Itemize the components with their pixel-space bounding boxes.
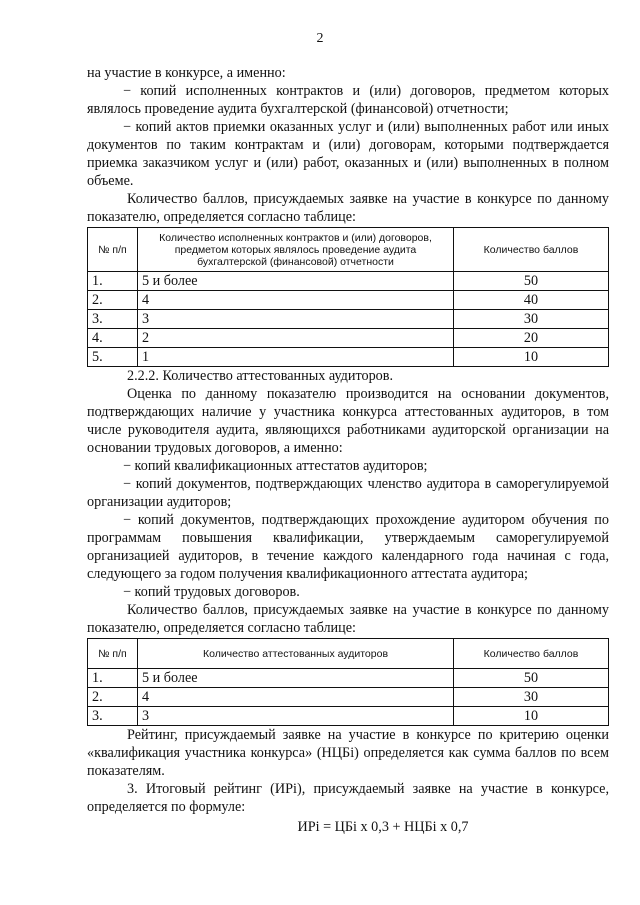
- formula-text: ИРi = ЦБi x 0,3 + НЦБi x 0,7: [297, 819, 469, 835]
- table2-intro: Количество баллов, присуждаемых заявке на участие в конкурсе по данному показателю, определяется согласно таблице:: [87, 602, 609, 636]
- rating-paragraph: Рейтинг, присуждаемый заявке на участие в конкурсе по критерию оценки «квалификация участника конкурса» (НЦБi) определяется как сумма баллов по всем показателям.: [87, 727, 609, 779]
- row-number: 5.: [88, 348, 138, 367]
- list2-item-3: − копий документов, подтверждающих прохождение аудитором обучения по программам повышения квалификации, утверждаемым саморегулируемой организацией аудиторов, в течение каждого календарного года начиная с года, следующего за годом получения квалификационного аттестата аудитора;: [87, 512, 609, 582]
- row-score: 50: [454, 272, 609, 291]
- table-header-number: № п/п: [88, 639, 138, 669]
- row-score: 50: [454, 669, 609, 688]
- intro-line: на участие в конкурсе, а именно:: [87, 65, 286, 81]
- table-row: [88, 310, 609, 329]
- row-number: 4.: [88, 329, 138, 348]
- list2-item-4: − копий трудовых договоров.: [123, 584, 300, 600]
- table-header-score: Количество баллов: [454, 639, 609, 669]
- table-header-row: [88, 639, 609, 669]
- page-number: 2: [316, 31, 324, 46]
- table-row: [88, 291, 609, 310]
- table-row: [88, 272, 609, 291]
- table-header-auditors: Количество аттестованных аудиторов: [138, 639, 454, 669]
- row-value: 4: [138, 688, 454, 707]
- row-number: 2.: [88, 688, 138, 707]
- table-header-row: [88, 228, 609, 272]
- row-number: 2.: [88, 291, 138, 310]
- row-value: 3: [138, 310, 454, 329]
- row-score: 10: [454, 348, 609, 367]
- list1-item-1: − копий исполненных контрактов и (или) договоров, предметом которых являлось проведение аудита бухгалтерской (финансовой) отчетности;: [87, 83, 609, 117]
- row-score: 40: [454, 291, 609, 310]
- final-rating-paragraph: 3. Итоговый рейтинг (ИРi), присуждаемый заявке на участие в конкурсе, определяется по формуле:: [87, 781, 609, 815]
- table-header-contracts: Количество исполненных контрактов и (или) договоров, предметом которых являлось проведение аудита бухгалтерской (финансовой) отчетности: [138, 228, 454, 272]
- document-body: [87, 64, 609, 836]
- row-value: 4: [138, 291, 454, 310]
- row-score: 30: [454, 688, 609, 707]
- row-value: 2: [138, 329, 454, 348]
- row-value: 5 и более: [138, 669, 454, 688]
- row-score: 20: [454, 329, 609, 348]
- table-row: [88, 669, 609, 688]
- row-number: 3.: [88, 310, 138, 329]
- table-row: [88, 688, 609, 707]
- list1-item-2: − копий актов приемки оказанных услуг и (или) выполненных работ или иных документов по таким контрактам и (или) договорам, которыми подтверждается приемка заказчиком услуг и (или) работ, оказанных и (или) выполненных в полном объеме.: [87, 119, 609, 189]
- row-value: 1: [138, 348, 454, 367]
- section-2-2-2-heading: 2.2.2. Количество аттестованных аудиторов.: [127, 368, 394, 384]
- table-row: [88, 707, 609, 726]
- list2-item-2: − копий документов, подтверждающих членство аудитора в саморегулируемой организации аудиторов;: [87, 476, 609, 510]
- table-header-score: Количество баллов: [454, 228, 609, 272]
- rating-formula: [87, 818, 609, 836]
- row-number: 1.: [88, 272, 138, 291]
- row-score: 30: [454, 310, 609, 329]
- row-value: 5 и более: [138, 272, 454, 291]
- table-row: [88, 348, 609, 367]
- auditors-score-table: [87, 638, 609, 726]
- contracts-score-table: [87, 227, 609, 367]
- table-header-number: № п/п: [88, 228, 138, 272]
- table-row: [88, 329, 609, 348]
- table1-intro: Количество баллов, присуждаемых заявке на участие в конкурсе по данному показателю, определяется согласно таблице:: [87, 191, 609, 225]
- row-number: 1.: [88, 669, 138, 688]
- list2-item-1: − копий квалификационных аттестатов аудиторов;: [123, 458, 428, 474]
- row-score: 10: [454, 707, 609, 726]
- row-value: 3: [138, 707, 454, 726]
- row-number: 3.: [88, 707, 138, 726]
- section-2-2-2-paragraph: Оценка по данному показателю производится на основании документов, подтверждающих наличие у участника конкурса аттестованных аудиторов, в том числе руководителя аудита, являющихся работниками аудиторской организации на основании трудовых договоров, а именно:: [87, 386, 609, 456]
